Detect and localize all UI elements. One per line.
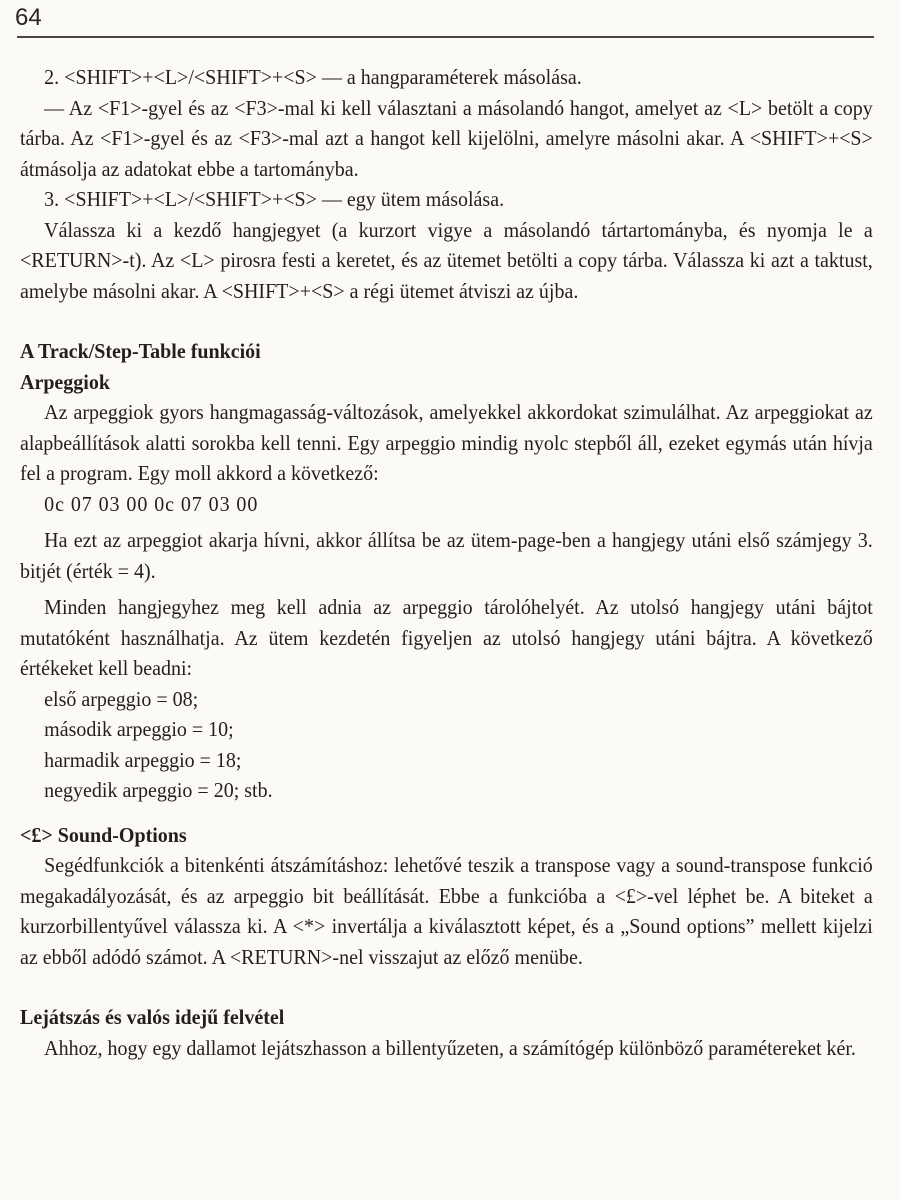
section-subheading: Arpeggiok: [20, 369, 110, 394]
section-heading: <£> Sound-Options: [20, 822, 187, 847]
spacer: [20, 972, 873, 1002]
section-heading: A Track/Step-Table funkciói: [20, 339, 261, 363]
spacer: [20, 806, 873, 820]
header-rule: [17, 36, 874, 38]
arpeggio-intro-paragraph: Az arpeggiok gyors hangmagasság-változások, amelyekkel akkordokat szimulálhat. Az arpeggiokat az alapbeállítások alatti sorokba kell tenni. Egy arpeggio mindig nyolc stepből áll, ezeket egymás után hívja fel a program. Egy moll akkord a következő:: [20, 400, 873, 485]
item-3-title: 3. <SHIFT>+<L>/<SHIFT>+<S> — egy ütem másolása.: [44, 187, 505, 211]
hex-example: 0c 07 03 00 0c 07 03 00: [44, 491, 259, 516]
item-3-text: Válassza ki a kezdő hangjegyet (a kurzort vigye a másolandó tártartományba, és nyomja le a <RETURN>-t). Az <L> pirosra festi a keretet, és az ütemet betölti a copy tárba. Válassza ki azt a taktust, amelybe másolni akar. A <SHIFT>+<S> a régi ütemet átviszi az újba.: [20, 217, 873, 303]
value-line: második arpeggio = 10;: [44, 717, 234, 741]
value-line: első arpeggio = 08;: [44, 686, 199, 711]
sound-options-paragraph: Segédfunkciók a bitenkénti átszámításhoz: lehetővé teszik a transpose vagy a sound-transpose funkció megakadályozását, és az arpeggio bit beállítását. Ebbe a funkcióba a <£>-vel léphet be. A biteket a kurzorbillentyűvel válassza ki. A <*> invertálja a kiválasztott képet, és a „Sound options” mellett kijelzi az ebből adódó számot. A <RETURN>-nel visszajut az előző menübe.: [20, 853, 873, 969]
arpeggio-storage-paragraph: Minden hangjegyhez meg kell adnia az arpeggio tárolóhelyét. Az utolsó hangjegy utáni bájtot mutatóként használhatja. Az ütem kezdetén figyeljen az utolsó hangjegy utáni bájtra. A következő értékeket kell beadni:: [20, 595, 873, 680]
arpeggio-call-paragraph: Ha ezt az arpeggiot akarja hívni, akkor állítsa be az ütem-page-ben a hangjegy utáni első számjegy 3. bitjét (érték = 4).: [20, 528, 873, 583]
section-copy: [20, 62, 873, 306]
spacer: [20, 306, 873, 336]
item-2-text: — Az <F1>-gyel és az <F3>-mal ki kell választani a másolandó hangot, amelyet az <L> betölt a copy tárba. Az <F1>-gyel és az <F3>-mal azt a hangot kell kijelölni, amelyre másolni akar. A <SHIFT>+<S> átmásolja az adatokat ebbe a tartományba.: [20, 95, 873, 181]
section-sound-options: [20, 820, 873, 973]
page-number: 64: [15, 4, 42, 31]
playback-paragraph: Ahhoz, hogy egy dallamot lejátszhasson a billentyűzeten, a számítógép különböző paramétereket kér.: [44, 1035, 856, 1060]
value-line: harmadik arpeggio = 18;: [44, 747, 242, 772]
value-line: negyedik arpeggio = 20; stb.: [44, 778, 273, 802]
section-playback: [20, 1002, 873, 1063]
section-heading: Lejátszás és valós idejű felvétel: [20, 1005, 285, 1029]
section-track-step-table: [20, 336, 873, 806]
item-2-title: 2. <SHIFT>+<L>/<SHIFT>+<S> — a hangparaméterek másolása.: [44, 65, 582, 89]
page-content: [20, 62, 873, 1063]
